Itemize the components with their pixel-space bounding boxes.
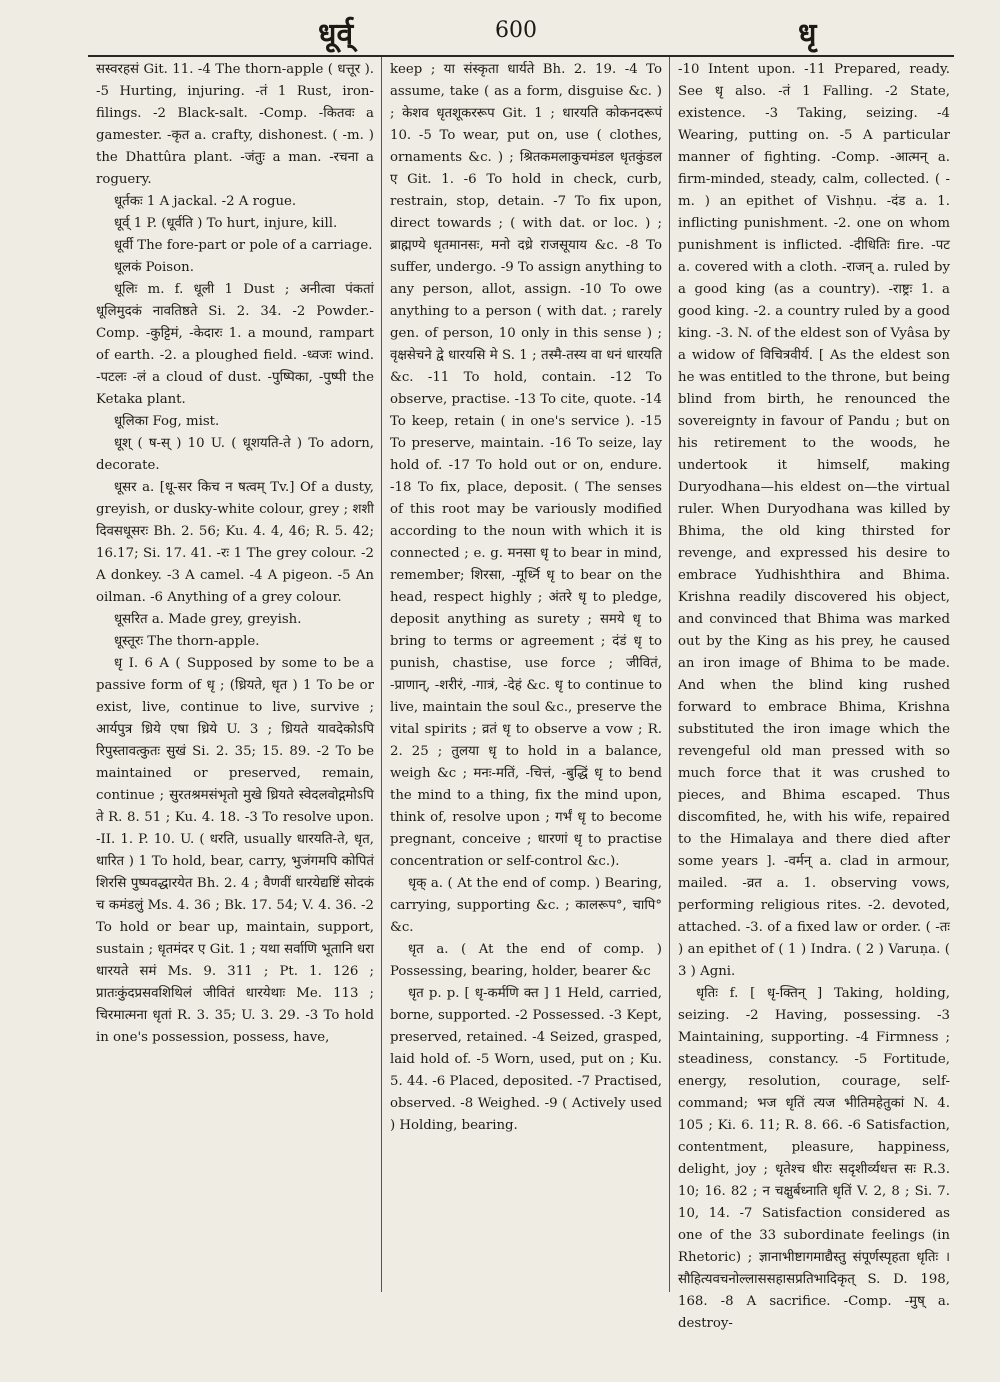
dictionary-entry: धूर्तकः 1 A jackal. -2 A rogue. <box>114 194 297 209</box>
dictionary-entry: धूलकं Poison. <box>114 260 194 275</box>
dictionary-entry: सस्वरहसं Git. 11. -4 The thorn-apple ( धत्तूर ). -5 Hurting, injuring. -तं 1 Rust, iron-filings. -2 Black-salt. -Comp. -कितवः a gamester. -कृत a. crafty, dishonest. ( -m. ) the Dhattûra plant. -जंतुः a man. -रचना a roguery. <box>96 62 374 187</box>
header-right-word: धृ <box>798 17 817 52</box>
column-3 <box>678 59 950 1335</box>
column-1 <box>96 59 374 1049</box>
page-number: 600 <box>495 18 537 43</box>
column-divider <box>669 57 670 1292</box>
dictionary-entry: धूर्वी The fore-part or pole of a carriage. <box>114 238 373 253</box>
dictionary-entry: धूलिका Fog, mist. <box>114 414 220 429</box>
dictionary-entry: धृत p. p. [ धृ-कर्मणि क्त ] 1 Held, carried, borne, supported. -2 Possessed. -3 Kept, preserved, retained. -4 Seized, grasped, laid hold of. -5 Worn, used, put on ; Ku. 5. 44. -6 Placed, deposited. -7 Practised, observed. -8 Weighed. -9 ( Actively used ) Holding, bearing. <box>390 986 662 1133</box>
dictionary-entry: धृक् a. ( At the end of comp. ) Bearing, carrying, supporting &c. ; कालरूप°, चापि° &c. <box>390 876 662 935</box>
dictionary-entry: धूश् ( ष-स् ) 10 U. ( धूशयति-ते ) To adorn, decorate. <box>96 436 374 473</box>
column-2 <box>390 59 662 1137</box>
dictionary-entry: धृत a. ( At the end of comp. ) Possessing, bearing, holder, bearer &c <box>390 942 662 979</box>
dictionary-entry: keep ; या संस्कृता धार्यते Bh. 2. 19. -4 To assume, take ( as a form, disguise &c. ) ; केशव धृतशूकररूप Git. 1 ; धारयति कोकनदरूपं 10. -5 To wear, put on, use ( clothes, ornaments &c. ) ; श्रितकमलाकुचमंडल धृतकुंडल ए Git. 1. -6 To hold in check, curb, restrain, stop, detain. -7 To fix upon, direct towards ; ( with dat. or loc. ) ; ब्राह्मण्ये धृतमानसः, मनो दध्रे राजसूयाय &c. -8 To suffer, undergo. -9 To assign anything to any person, allot, assign. -10 To owe anything to a person ( with dat. ; rarely gen. of person, 10 only in this sense ) ; वृक्षसेचने द्वे धारयसि मे S. 1 ; तस्मै-तस्य वा धनं धारयति &c. -11 To hold, contain. -12 To observe, practise. -13 To cite, quote. -14 To keep, retain ( in one's service ). -15 To preserve, maintain. -16 To seize, lay hold of. -17 To hold out or on, endure. -18 To fix, place, deposit. ( The senses of this root may be variously modified according to the noun with which it is connected ; e. g. मनसा धृ to bear in mind, remember; शिरसा, -मूर्ध्नि धृ to bear on the head, respect highly ; अंतरे धृ to pledge, deposit anything as surety ; समये धृ to bring to terms or agreement ; दंडं धृ to punish, chastise, use force ; जीवितं, -प्राणान्, -शरीरं, -गात्रं, -देहं &c. धृ to continue to live, maintain the soul &c., preserve the vital spirits ; व्रतं धृ to observe a vow ; R. 2. 25 ; तुलया धृ to hold in a balance, weigh &c ; मनः-मतिं, -चित्तं, -बुद्धिं धृ to bend the mind to a thing, fix the mind upon, think of, resolve upon ; गर्भं धृ to become pregnant, conceive ; धारणां धृ to practise concentration or self-control &c.). <box>390 62 662 869</box>
column-divider <box>381 57 382 1292</box>
dictionary-entry: धूसरित a. Made grey, greyish. <box>114 612 302 627</box>
dictionary-entry: धूर्व् 1 P. (धूर्वति ) To hurt, injure, kill. <box>114 216 338 231</box>
header-left-word: धूर्व् <box>318 17 354 52</box>
header-rule <box>88 55 954 57</box>
dictionary-entry: धूस्तूरः The thorn-apple. <box>114 634 260 649</box>
dictionary-entry: धूलिः m. f. धूली 1 Dust ; अनीत्वा पंकतां धूलिमुदकं नावतिष्ठते Si. 2. 34. -2 Powder.-Comp. -कुट्टिमं, -केदारः 1. a mound, rampart of earth. -2. a ploughed field. -ध्वजः wind. -पटलः -लं a cloud of dust. -पुष्पिका, -पुष्पी the Ketaka plant. <box>96 282 374 407</box>
dictionary-entry: -10 Intent upon. -11 Prepared, ready. See धृ also. -तं 1 Falling. -2 State, existence. -3 Taking, seizing. -4 Wearing, putting on. -5 A particular manner of fighting. -Comp. -आत्मन् a. firm-minded, steady, calm, collected. ( -m. ) an epithet of Vishṇu. -दंड a. 1. inflicting punishment. -2. one on whom punishment is inflicted. -दीधितिः fire. -पट a. covered with a cloth. -राजन् a. ruled by a good king (as a country). -राष्ट्रः 1. a good king. -2. a country ruled by a good king. -3. N. of the eldest son of Vyâsa by a widow of विचित्रवीर्य. [ As the eldest son he was entitled to the throne, but being blind from birth, he renounced the sovereignty in favour of Pandu ; but on his retirement to the woods, he undertook it himself, making Duryodhana—his eldest on—the virtual ruler. When Duryodhana was killed by Bhima, the old king thirsted for revenge, and expressed his desire to embrace Yudhishthira and Bhima. Krishna readily discovered his object, and convinced that Bhima was marked out by the King as his prey, he caused an iron image of Bhima to be made. And when the blind king rushed forward to embrace Bhima, Krishna substituted the iron image which the revengeful old man pressed with so much force that it was crushed to pieces, and Bhima escaped. Thus discomfited, he, with his wife, repaired to the Himalaya and there died after some years ]. -वर्मन् a. clad in armour, mailed. -व्रत a. 1. observing vows, performing religious rites. -2. devoted, attached. -3. of a fixed law or order. ( -तः ) an epithet of ( 1 ) Indra. ( 2 ) Varuṇa. ( 3 ) Agni. <box>678 62 950 979</box>
dictionary-entry: धूसर a. [धू-सर किच न षत्वम् Tv.] Of a dusty, greyish, or dusky-white colour, grey ; शशी दिवसधूसरः Bh. 2. 56; Ku. 4. 4, 46; R. 5. 42; 16.17; Si. 17. 41. -रः 1 The grey colour. -2 A donkey. -3 A camel. -4 A pigeon. -5 An oilman. -6 Anything of a grey colour. <box>96 480 374 605</box>
page-header <box>0 10 1000 54</box>
dictionary-entry: धृ I. 6 A ( Supposed by some to be a passive form of धृ ; (ध्रियते, धृत ) 1 To be or exist, live, continue to live, survive ; आर्यपुत्र ध्रिये एषा ध्रिये U. 3 ; ध्रियते यावदेकोऽपि रिपुस्तावत्कुतः सुखं Si. 2. 35; 15. 89. -2 To be maintained or preserved, remain, continue ; सुरतश्रमसंभृतो मुखे ध्रियते स्वेदलवोद्गमोऽपि ते R. 8. 51 ; Ku. 4. 18. -3 To resolve upon. -II. 1. P. 10. U. ( धरति, usually धारयति-ते, धृत, धारित ) 1 To hold, bear, carry, भुजंगमपि कोपितं शिरसि पुष्पवद्धारयेत Bh. 2. 4 ; वैणवीं धारयेद्यष्टिं सोदकं च कमंडलुं Ms. 4. 36 ; Bk. 17. 54; V. 4. 36. -2 To hold or bear up, maintain, support, sustain ; धृतमंदर ए Git. 1 ; यथा सर्वाणि भूतानि धरा धारयते समं Ms. 9. 311 ; Pt. 1. 126 ; प्रातःकुंदप्रसवशिथिलं जीवितं धारयेथाः Me. 113 ; चिरमात्मना धृतां R. 3. 35; U. 3. 29. -3 To hold in one's possession, possess, have, <box>96 656 374 1045</box>
dictionary-entry: धृतिः f. [ धृ-क्तिन् ] Taking, holding, seizing. -2 Having, possessing. -3 Maintaining, supporting. -4 Firmness ; steadiness, constancy. -5 Fortitude, energy, resolution, courage, self-command; भज धृतिं त्यज भीतिमहेतुकां N. 4. 105 ; Ki. 6. 11; R. 8. 66. -6 Satisfaction, contentment, pleasure, happiness, delight, joy ; धृतेश्च धीरः सदृशीर्व्यधत्त सः R.3. 10; 16. 82 ; न चक्षुर्बध्नाति धृतिं V. 2, 8 ; Si. 7. 10, 14. -7 Satisfaction considered as one of the 33 subordinate feelings (in Rhetoric) ; ज्ञानाभीष्टागमाद्यैस्तु संपूर्णस्पृहता धृतिः । सौहित्यवचनोल्लाससहासप्रतिभादिकृत् S. D. 198, 168. -8 A sacrifice. -Comp. -मुष् a. destroy- <box>678 986 950 1331</box>
